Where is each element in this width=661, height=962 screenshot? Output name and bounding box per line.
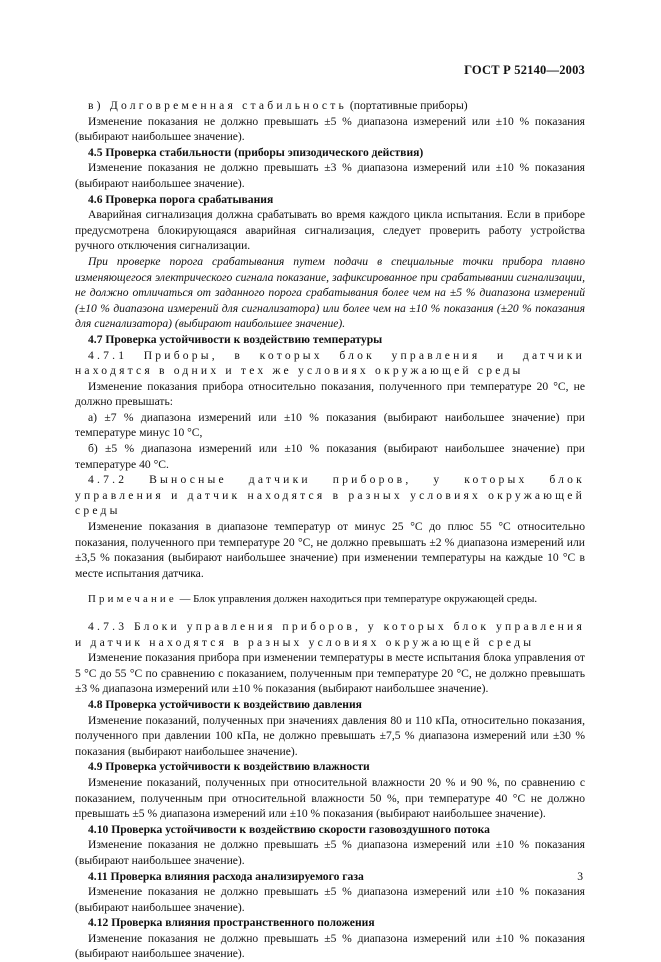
paragraph: Изменение показания не должно превышать ±5 % диапазона измерений или ±10 % показания (выбирают наибольшее значение). [75,114,585,144]
note [75,592,585,608]
paragraph: Изменение показания в диапазоне температур от минус 25 °С до плюс 55 °С относительно показания, полученного при температуре 20 °С, не должно превышать ±2 % диапазона измерений или ±3,5 % показания (выбирают наибольшее значение) при изменении температуры на каждые 10 °С в месте испытания датчика. [75,520,585,580]
section-heading-4-10: 4.10 Проверка устойчивости к воздействию скорости газовоздушного потока [88,822,490,836]
list-item-a: а) ±7 % диапазона измерений или ±10 % показания (выбирают наибольшее значение) при температуре минус 10 °С, [75,410,585,440]
note-text: — Блок управления должен находиться при температуре окружающей среды. [176,593,538,606]
italic-paragraph: При проверке порога срабатывания путем подачи в специальные точки прибора плавно изменяющегося электрического сигнала показание, зафиксированное при срабатывании сигнализации, не должно отличаться от заданного порога срабатывания более чем на ±5 % диапазона измерений (±10 % диапазона измерений для сигнализатора) или более чем на ±10 % показания (±20 % показания для сигнализатора) (выбирают наибольшее значение). [75,254,585,331]
note-label: Примечание [88,593,177,606]
paragraph: Изменение показания не должно превышать ±3 % диапазона измерений или ±10 % показания (выбирают наибольшее значение). [75,161,585,190]
subsection-4-7-2: 4.7.2 Выносные датчики приборов, у которых блок управления и датчик находятся в разных условиях окружающей среды [75,473,585,518]
item-v-rest: (портативные приборы) [347,99,468,112]
section-heading-4-7: 4.7 Проверка устойчивости к воздействию температуры [88,332,383,346]
document-body [75,98,585,962]
subsection-4-7-3: 4.7.3 Блоки управления приборов, у которых блок управления и датчик находятся в разных условиях окружающей среды [75,620,585,649]
paragraph: Изменение показаний, полученных при относительной влажности 20 % и 90 %, по сравнению с показанием, полученным при относительной влажности 50 %, при температуре 40 °С не должно превышать ±5 % диапазона измерений или ±10 % показания (выбирают наибольшее значение). [75,775,585,821]
section-heading-4-5: 4.5 Проверка стабильности (приборы эпизодического действия) [88,145,424,159]
paragraph: Изменение показания не должно превышать ±5 % диапазона измерений или ±10 % показания (выбирают наибольшее значение). [75,838,585,867]
page-number: 3 [577,870,583,883]
document-code: ГОСТ Р 52140—2003 [464,63,585,77]
item-v-long-term-stability [75,98,585,114]
paragraph: Изменение показаний, полученных при значениях давления 80 и 110 кПа, относительно показания, полученного при давлении 100 кПа, не должно превышать ±7,5 % диапазона измерений или ±30 % показания (выбирают наибольшее значение). [75,713,585,758]
paragraph: Аварийная сигнализация должна срабатывать во время каждого цикла испытания. Если в приборе предусмотрена блокирующаяся аварийная сигнализация, следует проверить работу устройства ручного отключения сигнализации. [75,208,585,253]
subsection-4-7-1: 4.7.1 Приборы, в которых блок управления и датчики находятся в одних и тех же условиях окружающей среды [75,348,585,378]
spaced-label: в) Долговременная стабильность [88,99,347,112]
paragraph: Изменение показания прибора относительно показания, полученного при температуре 20 °С, не должно превышать: [75,379,585,409]
section-heading-4-8: 4.8 Проверка устойчивости к воздействию давления [88,697,362,711]
paragraph: Изменение показания не должно превышать ±5 % диапазона измерений или ±10 % показания (выбирают наибольшее значение). [75,885,585,914]
paragraph: Изменение показания не должно превышать ±5 % диапазона измерений или ±10 % показания (выбирают наибольшее значение). [75,931,585,961]
section-heading-4-12: 4.12 Проверка влияния пространственного положения [88,916,375,930]
section-heading-4-11: 4.11 Проверка влияния расхода анализируемого газа [88,869,364,883]
section-heading-4-6: 4.6 Проверка порога срабатывания [88,192,274,206]
list-item-b: б) ±5 % диапазона измерений или ±10 % показания (выбирают наибольшее значение) при температуре 40 °С. [75,442,585,471]
section-heading-4-9: 4.9 Проверка устойчивости к воздействию влажности [88,760,370,774]
paragraph: Изменение показания прибора при изменении температуры в месте испытания блока управления от 5 °С до 55 °С по сравнению с показанием, полученным при температуре 20 °С, не должно превышать ±3 % диапазона измерений или ±10 % показания (выбирают наибольшее значение). [75,651,585,696]
